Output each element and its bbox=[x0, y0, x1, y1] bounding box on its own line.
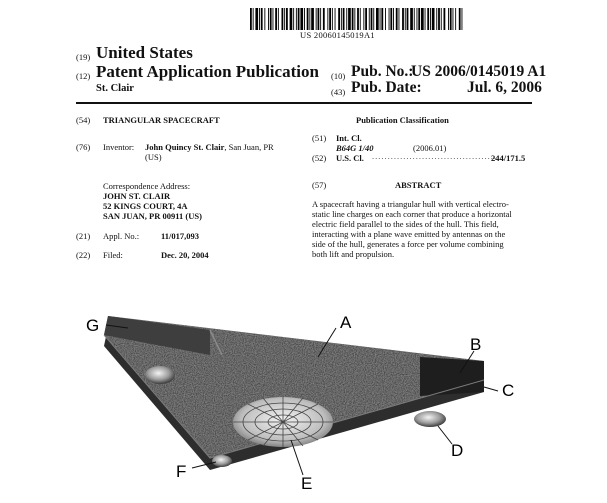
barcode-bar bbox=[418, 8, 420, 30]
correspondence-city: SAN JUAN, PR 00911 (US) bbox=[103, 211, 202, 221]
barcode-bar bbox=[390, 8, 392, 30]
barcode bbox=[250, 8, 463, 30]
applicant-short: St. Clair bbox=[96, 83, 134, 94]
barcode-bar bbox=[399, 8, 400, 30]
barcode-bar bbox=[304, 8, 305, 30]
barcode-bar bbox=[290, 8, 293, 30]
label-E: E bbox=[301, 474, 313, 493]
barcode-bar bbox=[385, 8, 386, 30]
barcode-bar bbox=[354, 8, 355, 30]
barcode-bar bbox=[268, 8, 269, 30]
abstract-line: electric field parallel to the sides of the hull. This field, bbox=[312, 219, 499, 229]
pod-D bbox=[414, 411, 446, 427]
filed-label: Filed: bbox=[103, 250, 123, 260]
barcode-bar bbox=[459, 8, 461, 30]
abstract-text bbox=[312, 199, 534, 259]
barcode-number: US 20060145019A1 bbox=[300, 30, 375, 40]
pub-no-code: (10) bbox=[331, 71, 346, 81]
barcode-bar bbox=[369, 8, 370, 30]
barcode-bar bbox=[376, 8, 379, 30]
barcode-bar bbox=[327, 8, 328, 30]
abstract-line: side of the hull, generates a force per volume combining bbox=[312, 239, 504, 249]
abstract-heading: ABSTRACT bbox=[395, 180, 442, 190]
correspondence-label: Correspondence Address: bbox=[103, 181, 191, 191]
country-code: (19) bbox=[76, 52, 91, 62]
label-A: A bbox=[340, 313, 352, 332]
barcode-bar bbox=[300, 8, 303, 30]
country: United States bbox=[96, 43, 193, 62]
uscl-value: 244/171.5 bbox=[491, 153, 526, 163]
barcode-bar bbox=[393, 8, 394, 30]
doc-type: Patent Application Publication bbox=[96, 62, 319, 81]
inventor-code: (76) bbox=[76, 142, 91, 152]
barcode-bar bbox=[293, 8, 294, 30]
pub-date-code: (43) bbox=[331, 87, 346, 97]
barcode-bar bbox=[338, 8, 340, 30]
barcode-bar bbox=[270, 8, 272, 30]
inventor-country: (US) bbox=[145, 152, 162, 162]
barcode-bar bbox=[365, 8, 367, 30]
barcode-bar bbox=[320, 8, 321, 30]
barcode-bar bbox=[421, 8, 424, 30]
barcode-bar bbox=[450, 8, 452, 30]
barcode-bar bbox=[357, 8, 359, 30]
barcode-bar bbox=[261, 8, 263, 30]
header-rule bbox=[76, 102, 532, 104]
barcode-bar bbox=[453, 8, 454, 30]
inventor-label: Inventor: bbox=[103, 142, 135, 152]
label-C: C bbox=[502, 381, 515, 400]
appl-label: Appl. No.: bbox=[103, 231, 140, 241]
barcode-bar bbox=[462, 8, 463, 30]
barcode-bar bbox=[436, 8, 437, 30]
intcl-class: B64G 1/40 bbox=[336, 143, 374, 153]
barcode-bar bbox=[346, 8, 347, 30]
barcode-bar bbox=[284, 8, 285, 30]
barcode-bar bbox=[389, 8, 390, 30]
barcode-bar bbox=[352, 8, 354, 30]
abstract-line: A spacecraft having a triangular hull with vertical electro- bbox=[312, 199, 509, 209]
pub-no: US 2006/0145019 A1 bbox=[411, 63, 547, 80]
barcode-bar bbox=[316, 8, 317, 30]
barcode-bar bbox=[309, 8, 310, 30]
barcode-bar bbox=[259, 8, 260, 30]
barcode-bar bbox=[441, 8, 442, 30]
barcode-bar bbox=[373, 8, 374, 30]
label-G: G bbox=[86, 316, 100, 335]
pod-G bbox=[145, 366, 175, 384]
pod-F bbox=[212, 455, 232, 467]
barcode-bar bbox=[360, 8, 361, 30]
label-F: F bbox=[176, 462, 187, 481]
barcode-bar bbox=[455, 8, 456, 30]
inventor-line bbox=[145, 142, 274, 152]
barcode-bar bbox=[255, 8, 258, 30]
abstract-line: interacting with a plane wave emitted by antennas on the bbox=[312, 229, 506, 239]
barcode-bar bbox=[329, 8, 331, 30]
barcode-bar bbox=[307, 8, 309, 30]
barcode-bar bbox=[430, 8, 431, 30]
barcode-bar bbox=[273, 8, 274, 30]
barcode-bar bbox=[286, 8, 288, 30]
filed-code: (22) bbox=[76, 250, 91, 260]
barcode-bar bbox=[414, 8, 415, 30]
barcode-bar bbox=[323, 8, 325, 30]
filed-date: Dec. 20, 2004 bbox=[161, 250, 209, 260]
barcode-bar bbox=[250, 8, 252, 30]
front-corner-panel bbox=[420, 357, 484, 396]
classification-heading: Publication Classification bbox=[356, 115, 449, 125]
barcode-bar bbox=[444, 8, 446, 30]
inventor-location: , San Juan, PR bbox=[224, 142, 274, 152]
barcode-bar bbox=[438, 8, 440, 30]
intcl-code: (51) bbox=[312, 133, 327, 143]
pub-no-label: Pub. No.: bbox=[351, 63, 414, 80]
spacecraft-figure bbox=[0, 292, 607, 503]
barcode-bar bbox=[335, 8, 336, 30]
intcl-year: (2006.01) bbox=[413, 143, 447, 153]
barcode-bar bbox=[427, 8, 429, 30]
barcode-bar bbox=[311, 8, 314, 30]
barcode-bar bbox=[348, 8, 351, 30]
barcode-bar bbox=[371, 8, 373, 30]
abstract-code: (57) bbox=[312, 180, 327, 190]
barcode-bar bbox=[381, 8, 383, 30]
barcode-bar bbox=[298, 8, 300, 30]
barcode-bar bbox=[318, 8, 320, 30]
barcode-bar bbox=[410, 8, 413, 30]
barcode-bar bbox=[448, 8, 449, 30]
title-code: (54) bbox=[76, 115, 91, 125]
barcode-bar bbox=[282, 8, 284, 30]
correspondence-name: JOHN ST. CLAIR bbox=[103, 191, 171, 201]
correspondence-street: 52 KINGS COURT, 4A bbox=[103, 201, 188, 211]
intcl-label: Int. Cl. bbox=[336, 133, 362, 143]
barcode-bar bbox=[425, 8, 426, 30]
barcode-bar bbox=[275, 8, 277, 30]
barcode-bar bbox=[296, 8, 297, 30]
uscl-label: U.S. Cl. bbox=[336, 153, 364, 163]
barcode-bar bbox=[341, 8, 342, 30]
barcode-bar bbox=[264, 8, 265, 30]
appl-code: (21) bbox=[76, 231, 91, 241]
pub-date-label: Pub. Date: bbox=[351, 79, 422, 96]
barcode-bar bbox=[278, 8, 279, 30]
barcode-bar bbox=[380, 8, 381, 30]
barcode-bar bbox=[332, 8, 333, 30]
label-D: D bbox=[451, 441, 464, 460]
label-B: B bbox=[470, 335, 482, 354]
barcode-bar bbox=[405, 8, 406, 30]
barcode-bar bbox=[363, 8, 364, 30]
barcode-bar bbox=[402, 8, 404, 30]
appl-number: 11/017,093 bbox=[161, 231, 200, 241]
barcode-bar bbox=[417, 8, 418, 30]
abstract-line: static line charges on each corner that produce a horizontal bbox=[312, 209, 512, 219]
uscl-leader: ........................................ bbox=[372, 151, 497, 161]
barcode-bar bbox=[396, 8, 398, 30]
doc-type-code: (12) bbox=[76, 71, 91, 81]
invention-title: TRIANGULAR SPACECRAFT bbox=[103, 115, 220, 125]
barcode-bar bbox=[407, 8, 409, 30]
barcode-bar bbox=[253, 8, 254, 30]
barcode-bar bbox=[343, 8, 345, 30]
barcode-bar bbox=[432, 8, 435, 30]
uscl-code: (52) bbox=[312, 153, 327, 163]
abstract-line: both lift and propulsion. bbox=[312, 249, 395, 259]
pub-date: Jul. 6, 2006 bbox=[467, 79, 542, 96]
inventor-name: John Quincy St. Clair bbox=[145, 142, 225, 152]
